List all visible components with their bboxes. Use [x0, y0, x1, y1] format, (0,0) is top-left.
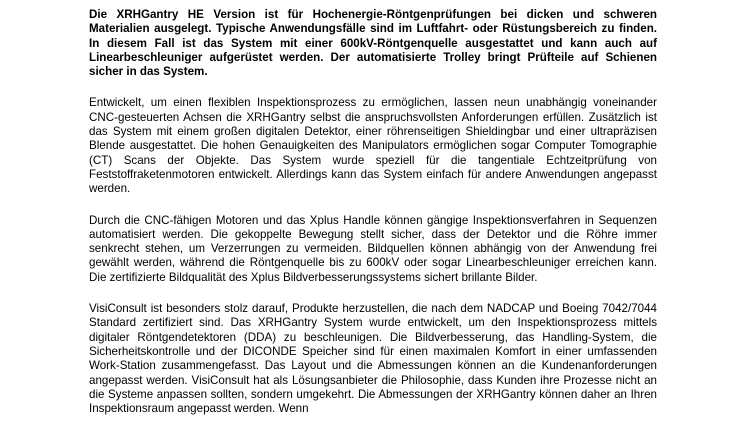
- intro-paragraph: Die XRHGantry HE Version ist für Hochenergie-Röntgenprüfungen bei dicken und schweren Materialien ausgelegt. Typische Anwendungsfälle sind im Luftfahrt- oder Rüstungsbereich zu finden. In diesem Fall ist das System mit einer 600kV-Röntgenquelle ausgestattet und kann auch auf Linearbeschleuniger aufgerüstet werden. Der automatisierte Trolley bringt Prüfteile auf Schienen sicher in das System.: [89, 8, 657, 79]
- body-paragraph-certification: VisiConsult ist besonders stolz darauf, Produkte herzustellen, die nach dem NADCAP und Boeing 7042/7044 Standard zertifiziert sind. Das XRHGantry System wurde entwickelt, um den Inspektionsprozess mittels digitaler Röntgendetektoren (DDA) zu beschleunigen. Die Bildverbesserung, das Handling-System, die Sicherheitskontrolle und der DICONDE Speicher sind für einen maximalen Komfort in einer umfassenden Work-Station zusammengefasst. Das Layout und die Abmessungen können an die Kundenanforderungen angepasst werden. VisiConsult hat als Lösungsanbieter die Philosophie, dass Kunden ihre Prozesse nicht an die Systeme anpassen sollten, sondern umgekehrt. Die Abmessungen der XRHGantry können daher an Ihren Inspektionsraum angepasst werden. Wenn: [89, 302, 657, 416]
- document-page: [89, 8, 657, 433]
- body-paragraph-axes: Entwickelt, um einen flexiblen Inspektionsprozess zu ermöglichen, lassen neun unabhängig voneinander CNC-gesteuerten Achsen die XRHGantry selbst die anspruchsvollsten Anforderungen erfüllen. Zusätzlich ist das System mit einem großen digitalen Detektor, einer röhrenseitigen Shieldingbar und einer ultrapräzisen Blende ausgestattet. Die hohen Genauigkeiten des Manipulators ermöglichen sogar Computer Tomographie (CT) Scans der Objekte. Das System wurde speziell für die tangentiale Echtzeitprüfung von Feststoffraketenmotoren entwickelt. Allerdings kann das System einfach für andere Anwendungen angepasst werden.: [89, 96, 657, 196]
- body-paragraph-automation: Durch die CNC-fähigen Motoren und das Xplus Handle können gängige Inspektionsverfahren in Sequenzen automatisiert werden. Die gekoppelte Bewegung stellt sicher, dass der Detektor und die Röhre immer senkrecht stehen, um Verzerrungen zu vermeiden. Bildquellen können abhängig von der Anwendung frei gewählt werden, während die Röntgenquelle bis zu 600kV oder sogar Linearbeschleuniger erreichen kann. Die zertifizierte Bildqualität des Xplus Bildverbesserungssystems sichert brillante Bilder.: [89, 213, 657, 284]
